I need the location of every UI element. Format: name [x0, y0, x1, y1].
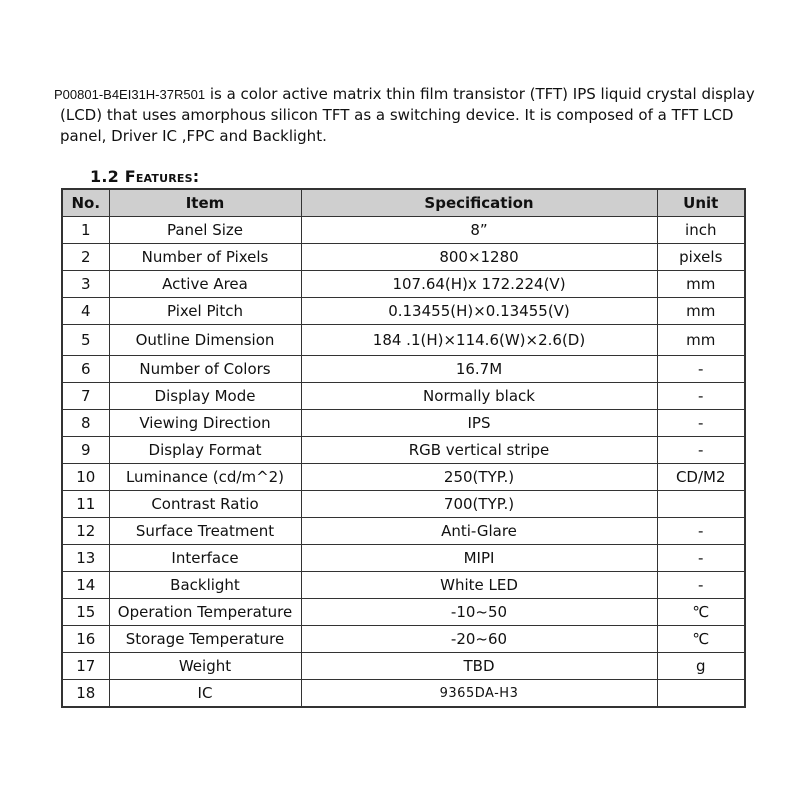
cell-no: 5: [62, 325, 109, 356]
cell-item: Contrast Ratio: [109, 491, 301, 518]
header-unit: Unit: [657, 189, 745, 217]
intro-line-2: (LCD) that uses amorphous silicon TFT as a switching device. It is composed of a TFT LCD: [60, 106, 734, 124]
cell-unit: -: [657, 383, 745, 410]
intro-line-3: panel, Driver IC ,FPC and Backlight.: [60, 127, 327, 145]
cell-spec: 107.64(H)x 172.224(V): [301, 271, 657, 298]
cell-item: Pixel Pitch: [109, 298, 301, 325]
cell-item: Interface: [109, 545, 301, 572]
cell-unit: ℃: [657, 599, 745, 626]
table-row: [62, 491, 745, 518]
table-row: [62, 410, 745, 437]
cell-no: 17: [62, 653, 109, 680]
cell-unit: [657, 491, 745, 518]
cell-unit: mm: [657, 271, 745, 298]
cell-no: 18: [62, 680, 109, 708]
cell-item: Number of Pixels: [109, 244, 301, 271]
cell-no: 6: [62, 356, 109, 383]
cell-unit: -: [657, 518, 745, 545]
cell-spec: 8”: [301, 217, 657, 244]
cell-unit: CD/M2: [657, 464, 745, 491]
cell-no: 8: [62, 410, 109, 437]
table-row: [62, 356, 745, 383]
table-row: [62, 545, 745, 572]
cell-no: 10: [62, 464, 109, 491]
table-row: [62, 626, 745, 653]
cell-item: Backlight: [109, 572, 301, 599]
cell-unit: mm: [657, 325, 745, 356]
cell-no: 14: [62, 572, 109, 599]
cell-unit: -: [657, 572, 745, 599]
cell-no: 3: [62, 271, 109, 298]
cell-no: 2: [62, 244, 109, 271]
table-row: [62, 271, 745, 298]
cell-spec: RGB vertical stripe: [301, 437, 657, 464]
intro-line-1: [54, 84, 764, 105]
cell-unit: g: [657, 653, 745, 680]
cell-spec: IPS: [301, 410, 657, 437]
cell-unit: -: [657, 545, 745, 572]
cell-unit: [657, 680, 745, 708]
cell-no: 15: [62, 599, 109, 626]
cell-unit: -: [657, 437, 745, 464]
table-row: [62, 680, 745, 708]
part-number: P00801-B4EI31H-37R501: [54, 87, 206, 102]
cell-spec: 0.13455(H)×0.13455(V): [301, 298, 657, 325]
cell-unit: mm: [657, 298, 745, 325]
features-table: [61, 188, 746, 708]
cell-item: Display Mode: [109, 383, 301, 410]
intro-line-1-text: is a color active matrix thin film transistor (TFT) IPS liquid crystal display: [205, 85, 755, 103]
table-row: [62, 464, 745, 491]
cell-item: Luminance (cd/m^2): [109, 464, 301, 491]
cell-no: 7: [62, 383, 109, 410]
cell-spec: 184 .1(H)×114.6(W)×2.6(D): [301, 325, 657, 356]
cell-no: 16: [62, 626, 109, 653]
cell-item: Storage Temperature: [109, 626, 301, 653]
cell-unit: -: [657, 410, 745, 437]
table-header-row: [62, 189, 745, 217]
cell-spec: MIPI: [301, 545, 657, 572]
table-row: [62, 518, 745, 545]
cell-spec: TBD: [301, 653, 657, 680]
cell-item: IC: [109, 680, 301, 708]
intro-paragraph: [54, 84, 764, 147]
cell-item: Weight: [109, 653, 301, 680]
header-item: Item: [109, 189, 301, 217]
cell-spec: 250(TYP.): [301, 464, 657, 491]
cell-no: 9: [62, 437, 109, 464]
table-row: [62, 298, 745, 325]
cell-unit: pixels: [657, 244, 745, 271]
cell-spec: -20~60: [301, 626, 657, 653]
table-row: [62, 572, 745, 599]
table-row: [62, 653, 745, 680]
cell-spec: 9365DA-H3: [301, 680, 657, 708]
cell-no: 12: [62, 518, 109, 545]
cell-spec: 700(TYP.): [301, 491, 657, 518]
table-row: [62, 437, 745, 464]
cell-item: Number of Colors: [109, 356, 301, 383]
table-row: [62, 599, 745, 626]
cell-no: 13: [62, 545, 109, 572]
cell-item: Display Format: [109, 437, 301, 464]
header-no: No.: [62, 189, 109, 217]
cell-item: Active Area: [109, 271, 301, 298]
cell-spec: 16.7M: [301, 356, 657, 383]
table-row: [62, 325, 745, 356]
cell-item: Viewing Direction: [109, 410, 301, 437]
section-heading: 1.2 Features:: [90, 167, 200, 186]
table-row: [62, 217, 745, 244]
cell-item: Surface Treatment: [109, 518, 301, 545]
cell-spec: -10~50: [301, 599, 657, 626]
cell-no: 4: [62, 298, 109, 325]
cell-item: Panel Size: [109, 217, 301, 244]
cell-spec: Normally black: [301, 383, 657, 410]
cell-no: 11: [62, 491, 109, 518]
cell-unit: ℃: [657, 626, 745, 653]
cell-spec: 800×1280: [301, 244, 657, 271]
cell-unit: -: [657, 356, 745, 383]
cell-unit: inch: [657, 217, 745, 244]
header-specification: Specification: [301, 189, 657, 217]
table-row: [62, 244, 745, 271]
cell-item: Operation Temperature: [109, 599, 301, 626]
cell-no: 1: [62, 217, 109, 244]
cell-item: Outline Dimension: [109, 325, 301, 356]
cell-spec: Anti-Glare: [301, 518, 657, 545]
cell-spec: White LED: [301, 572, 657, 599]
table-row: [62, 383, 745, 410]
